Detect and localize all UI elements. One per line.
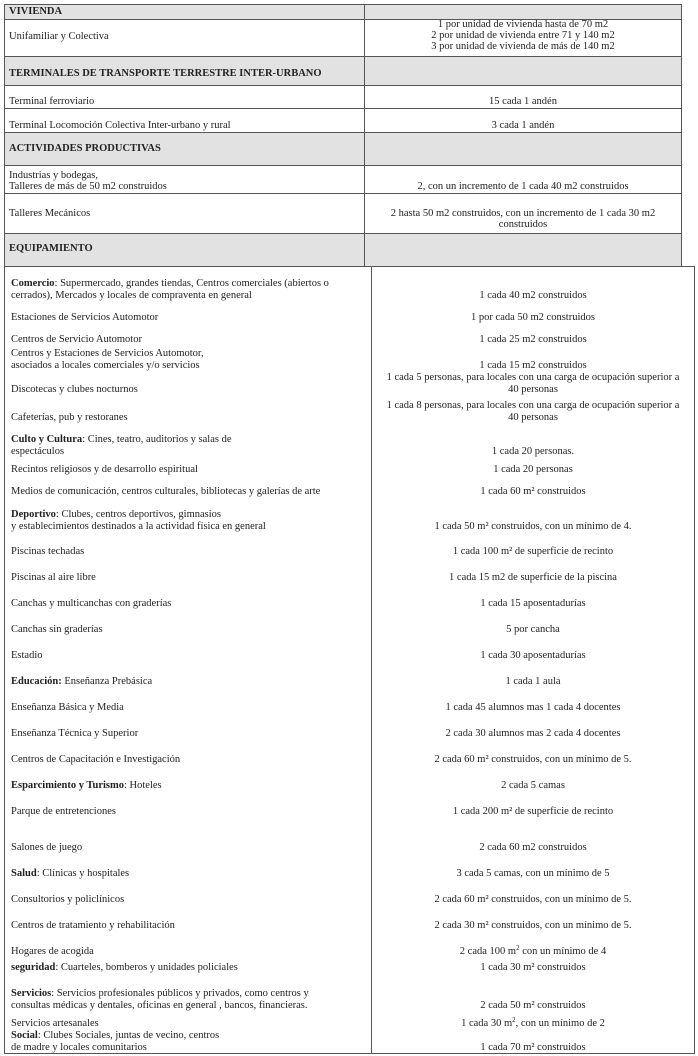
- row-label: Unifamiliar y Colectiva: [9, 30, 109, 42]
- label-text: Centros de Servicio Automotor: [11, 333, 142, 345]
- equipamiento-row-label: [5, 792, 371, 818]
- equipamiento-row-label: [5, 818, 371, 854]
- value-text: 5 por cancha: [506, 623, 560, 635]
- label-text: de madre y locales comunitarios: [11, 1041, 147, 1053]
- equipamiento-row-value: [372, 302, 694, 324]
- section-title: TERMINALES DE TRANSPORTE TERRESTRE INTER-URBANO: [9, 68, 322, 79]
- row-vivienda: [4, 19, 365, 57]
- equipamiento-row-value: [372, 372, 694, 396]
- row-value: [364, 165, 682, 194]
- value-text: 2 cada 5 camas: [501, 779, 565, 791]
- category-name: Educación:: [11, 675, 62, 687]
- value-text: 1 cada 45 alumnos mas 1 cada 4 docentes: [445, 701, 621, 713]
- equipamiento-row-value: [372, 932, 694, 958]
- label-text: : Clínicas y hospitales: [36, 867, 130, 879]
- equipamiento-row-value: [372, 792, 694, 818]
- equipamiento-row-value: [372, 346, 694, 372]
- label-text: : Cuarteles, bomberos y unidades policiales: [55, 961, 238, 973]
- equipamiento-row-value: [372, 636, 694, 662]
- label-text: Salones de juego: [11, 841, 83, 853]
- equipamiento-row-value: [372, 662, 694, 688]
- value-text: 1 cada 40 m2 construidos: [479, 289, 587, 301]
- equipamiento-row-value: [372, 267, 694, 302]
- equipamiento-row-label: [5, 714, 371, 740]
- equipamiento-row-value: [372, 1012, 694, 1030]
- equipamiento-row-value: [372, 533, 694, 558]
- value-text: 2 cada 100 m: [459, 945, 517, 957]
- section-header-blank: [364, 132, 682, 166]
- row-terminal-locomocion: [4, 108, 365, 133]
- equipamiento-row-value: [372, 498, 694, 533]
- label-text: Canchas y multicanchas con graderías: [11, 597, 172, 609]
- equipamiento-row-label: [5, 766, 371, 792]
- value-text: 1 cada 15 m2 construidos: [479, 359, 587, 371]
- value-text: 2 cada 60 m² construidos, con un mínimo de 5.: [434, 893, 632, 905]
- value-superscript: 2: [512, 1015, 516, 1024]
- value-line: 3 por unidad de vivienda de más de 140 m2: [431, 41, 615, 52]
- section-title: EQUIPAMIENTO: [9, 243, 93, 254]
- label-text: : Clubes Sociales, juntas de vecino, centros: [37, 1030, 220, 1041]
- row-label: Terminal Locomoción Colectiva Inter-urbano y rural: [9, 119, 231, 131]
- category-name: seguridad: [11, 961, 56, 973]
- label-text: Enseñanza Prebásica: [61, 675, 153, 687]
- value-text: 1 cada 15 aposentadurías: [480, 597, 586, 609]
- equipamiento-row-label: [5, 458, 371, 476]
- equipamiento-row-value: [372, 880, 694, 906]
- equipamiento-row-value: [372, 424, 694, 458]
- equipamiento-row-value: [372, 458, 694, 476]
- equipamiento-row-value: [372, 714, 694, 740]
- row-value: [364, 85, 682, 109]
- equipamiento-row-label: [5, 880, 371, 906]
- value-line: 2 hasta 50 m2 construidos, con un incremento de 1 cada 30 m2: [390, 207, 656, 219]
- label-text: : Supermercado, grandes tiendas, Centros comerciales (abiertos o: [54, 278, 329, 289]
- label-text: : Clubes, centros deportivos, gimnasios: [55, 509, 221, 520]
- label-text: Canchas sin graderías: [11, 623, 103, 635]
- row-talleres: [4, 193, 365, 234]
- label-text: : Cines, teatro, auditorios y salas de: [82, 434, 232, 445]
- equipamiento-row-label: [5, 267, 371, 302]
- label-text: Servicios artesanales: [11, 1017, 99, 1029]
- label-text: : Hoteles: [124, 779, 162, 791]
- value-line: 2 por unidad de vivienda entre 71 y 140 m2: [431, 30, 615, 41]
- section-header-vivienda: [4, 4, 365, 20]
- equipamiento-row-label: [5, 906, 371, 932]
- section-header-equipamiento: [4, 233, 365, 267]
- equipamiento-row-value: [372, 958, 694, 974]
- value-line: construidos: [498, 218, 548, 230]
- equipamiento-row-value: [372, 766, 694, 792]
- label-text: Parque de entretenciones: [11, 805, 116, 817]
- equipamiento-row-value: [372, 818, 694, 854]
- equipamiento-row-label: [5, 662, 371, 688]
- value-line: 3 cada 1 andén: [491, 119, 555, 131]
- row-terminal-ferroviario: [4, 85, 365, 109]
- label-text: Discotecas y clubes nocturnos: [11, 383, 138, 395]
- value-text: 1 cada 20 personas.: [491, 445, 575, 457]
- row-label: Talleres de más de 50 m2 construidos: [9, 180, 167, 192]
- value-text: 1 cada 8 personas, para locales con una carga de ocupación superior a: [386, 400, 680, 411]
- category-name: Deportivo: [11, 509, 56, 520]
- equipamiento-row-value: [372, 740, 694, 766]
- equipamiento-row-label: [5, 372, 371, 396]
- value-text: 1 cada 20 personas: [493, 463, 573, 475]
- value-line: 2, con un incremento de 1 cada 40 m2 construidos: [417, 180, 629, 192]
- section-header-blank: [364, 4, 682, 20]
- equipamiento-row-label: [5, 302, 371, 324]
- value-line: 15 cada 1 andén: [489, 95, 557, 107]
- value-text: 2 cada 60 m² construidos, con un mínimo de 5.: [434, 753, 632, 765]
- category-name: Culto y Cultura: [11, 434, 83, 445]
- value-text: 1 por cada 50 m2 construidos: [471, 311, 595, 323]
- equipamiento-row-label: [5, 1030, 371, 1054]
- value-text: 3 cada 5 camas, con un mínimo de 5: [456, 867, 610, 879]
- row-industrias: [4, 165, 365, 194]
- section-title: VIVIENDA: [9, 6, 63, 17]
- value-text: 1 cada 1 aula: [505, 675, 561, 687]
- equipamiento-row-label: [5, 974, 371, 1012]
- label-text: y establecimientos destinados a la actividad física en general: [11, 520, 266, 532]
- category-name: Esparcimiento y Turismo: [11, 779, 124, 791]
- value-text: 1 cada 60 m² construidos: [480, 485, 586, 497]
- value-line: 1 por unidad de vivienda hasta de 70 m2: [437, 19, 609, 30]
- equipamiento-row-label: [5, 424, 371, 458]
- value-text: 1 cada 50 m² construidos, con un mínimo de 4.: [434, 520, 632, 532]
- equipamiento-row-value: [372, 610, 694, 636]
- label-text: Estadio: [11, 649, 43, 661]
- label-text: Enseñanza Básica y Media: [11, 701, 124, 713]
- equipamiento-row-value: [372, 974, 694, 1012]
- equipamiento-row-label: [5, 396, 371, 424]
- equipamiento-row-label: [5, 1012, 371, 1030]
- category-name: Salud: [11, 867, 37, 879]
- equipamiento-row-label: [5, 854, 371, 880]
- value-text: 40 personas: [508, 383, 558, 395]
- equipamiento-row-label: [5, 610, 371, 636]
- equipamiento-row-label: [5, 324, 371, 346]
- value-text: 40 personas: [508, 411, 558, 423]
- equipamiento-row-value: [372, 688, 694, 714]
- category-name: Comercio: [11, 278, 55, 289]
- equipamiento-row-label: [5, 932, 371, 958]
- equipamiento-row-label: [5, 533, 371, 558]
- label-text: cerrados), Mercados y locales de compraventa en general: [11, 289, 252, 301]
- section-header-productivas: [4, 132, 365, 166]
- value-text: 1 cada 30 m: [461, 1017, 513, 1029]
- label-text: Piscinas techadas: [11, 545, 85, 557]
- row-label: Industrias y bodegas,: [9, 169, 98, 181]
- section-header-blank: [364, 233, 682, 267]
- value-text: 2 cada 60 m2 construidos: [479, 841, 587, 853]
- label-text: Consultorios y policlínicos: [11, 893, 125, 905]
- value-text: 1 cada 30 aposentadurías: [480, 649, 586, 661]
- equipamiento-row-value: [372, 476, 694, 498]
- value-text: 1 cada 5 personas, para locales con una carga de ocupación superior a: [386, 372, 680, 383]
- equipamiento-row-value: [372, 906, 694, 932]
- value-text: 2 cada 50 m² construidos: [480, 999, 586, 1011]
- equipamiento-row-label: [5, 958, 371, 974]
- row-label: Talleres Mecánicos: [9, 207, 91, 219]
- label-text: : Servicios profesionales públicos y privados, como centros y: [51, 988, 309, 999]
- equipamiento-row-value: [372, 324, 694, 346]
- row-value: [364, 193, 682, 234]
- value-text: 1 cada 70 m² construidos: [480, 1041, 586, 1053]
- label-text: Medios de comunicación, centros culturales, bibliotecas y galerías de arte: [11, 485, 321, 497]
- equipamiento-row-value: [372, 1030, 694, 1054]
- label-text: Enseñanza Técnica y Superior: [11, 727, 139, 739]
- equipamiento-row-label: [5, 558, 371, 584]
- value-text: 2 cada 30 m² construidos, con un mínimo de 5.: [434, 919, 632, 931]
- category-name: Servicios: [11, 988, 52, 999]
- equipamiento-row-value: [372, 584, 694, 610]
- equipamiento-row-label: [5, 636, 371, 662]
- row-label: Terminal ferroviario: [9, 95, 95, 107]
- label-text: Hogares de acogida: [11, 945, 94, 957]
- value-superscript: 2: [516, 943, 520, 952]
- label-text: Cafeterías, pub y restoranes: [11, 411, 128, 423]
- label-text: asociados a locales comerciales y/o servicios: [11, 359, 200, 371]
- equipamiento-row-value: [372, 558, 694, 584]
- value-text: con un mínimo de 4: [519, 945, 607, 957]
- value-text: 1 cada 30 m² construidos: [480, 961, 586, 973]
- equipamiento-row-value: [372, 854, 694, 880]
- value-text: 2 cada 30 alumnos mas 2 cada 4 docentes: [445, 727, 621, 739]
- label-text: consultas médicas y dentales, oficinas en general , bancos, financieras.: [11, 999, 308, 1011]
- equipamiento-row-label: [5, 584, 371, 610]
- label-text: Centros de Capacitación e Investigación: [11, 753, 181, 765]
- equipamiento-row-label: [5, 498, 371, 533]
- label-text: Estaciones de Servicios Automotor: [11, 311, 159, 323]
- section-header-blank: [364, 56, 682, 86]
- value-text: 1 cada 200 m² de superficie de recinto: [452, 805, 614, 817]
- equipamiento-row-label: [5, 740, 371, 766]
- category-name: Social: [11, 1030, 38, 1041]
- value-text: , con un mínimo de 2: [515, 1017, 605, 1029]
- row-value: [364, 108, 682, 133]
- row-vivienda-value: [364, 19, 682, 57]
- label-text: Centros de tratamiento y rehabilitación: [11, 919, 175, 931]
- equipamiento-row-label: [5, 476, 371, 498]
- equipamiento-row-label: [5, 346, 371, 372]
- value-text: 1 cada 100 m² de superficie de recinto: [452, 545, 614, 557]
- value-text: 1 cada 25 m2 construidos: [479, 333, 587, 345]
- label-text: Piscinas al aire libre: [11, 571, 96, 583]
- equipamiento-row-value: [372, 396, 694, 424]
- equipamiento-row-label: [5, 688, 371, 714]
- label-text: espectáculos: [11, 445, 65, 457]
- label-text: Recintos religiosos y de desarrollo espiritual: [11, 463, 198, 475]
- section-title: ACTIVIDADES PRODUCTIVAS: [9, 143, 161, 154]
- section-header-terminales: [4, 56, 365, 86]
- value-text: 1 cada 15 m2 de superficie de la piscina: [449, 571, 617, 583]
- label-text: Centros y Estaciones de Servicios Automotor,: [11, 348, 204, 359]
